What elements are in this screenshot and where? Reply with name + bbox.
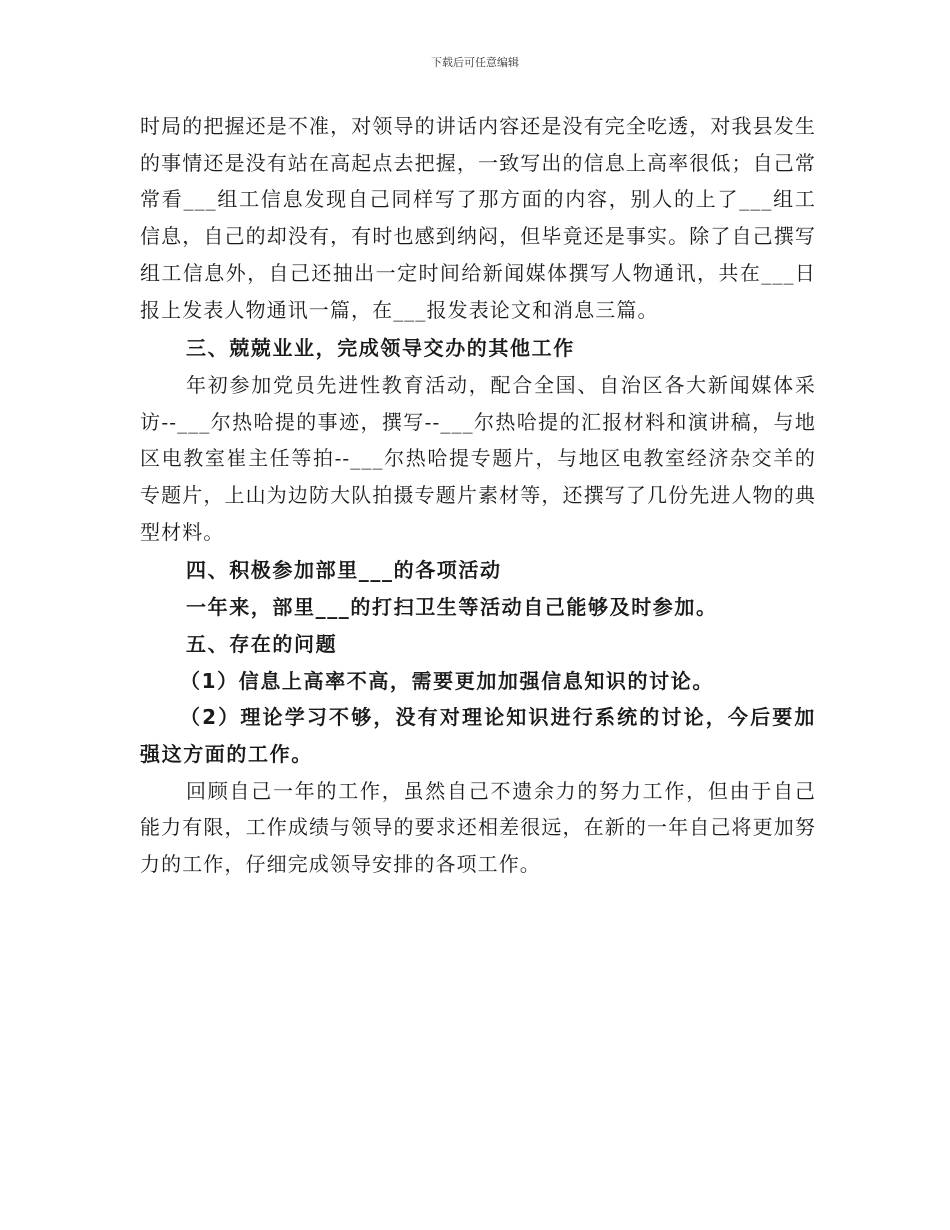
paragraph-other-work: 年初参加党员先进性教育活动，配合全国、自治区各大新闻媒体采访--___尔热哈提的事迹，撰写--___尔热哈提的汇报材料和演讲稿，与地区电教室崔主任等拍--___尔热哈提专题片，与地区电教室经济杂交羊的专题片，上山为边防大队拍摄专题片素材等，还撰写了几份先进人物的典型材料。 (140, 372, 816, 544)
paragraph-information-writing: 时局的把握还是不准，对领导的讲话内容还是没有完全吃透，对我县发生的事情还是没有站在高起点去把握，一致写出的信息上高率很低；自己常常看___组工信息发现自己同样写了那方面的内容，别人的上了___组工信息，自己的却没有，有时也感到纳闷，但毕竟还是事实。除了自己撰写组工信息外，自己还抽出一定时间给新闻媒体撰写人物通讯，共在___日报上发表人物通讯一篇，在___报发表论文和消息三篇。 (140, 114, 816, 322)
section-heading-problems: 五、存在的问题 (186, 631, 338, 656)
problem-item-2: （2）理论学习不够，没有对理论知识进行系统的讨论，今后要加强这方面的工作。 (140, 705, 816, 766)
document-body (140, 108, 816, 883)
section-heading-department-activities: 四、积极参加部里___的各项活动 (186, 558, 502, 583)
problem-item-1: （1）信息上高率不高，需要更加加强信息知识的讨论。 (180, 668, 714, 693)
page-header: 下载后可任意编辑 (431, 56, 519, 69)
section-heading-other-work: 三、兢兢业业，完成领导交办的其他工作 (186, 336, 575, 361)
paragraph-conclusion: 回顾自己一年的工作，虽然自己不遗余力的努力工作，但由于自己能力有限，工作成绩与领导的要求还相差很远，在新的一年自己将更加努力的工作，仔细完成领导安排的各项工作。 (140, 778, 816, 877)
paragraph-department-activities: 一年来，部里___的打扫卫生等活动自己能够及时参加。 (186, 595, 718, 620)
